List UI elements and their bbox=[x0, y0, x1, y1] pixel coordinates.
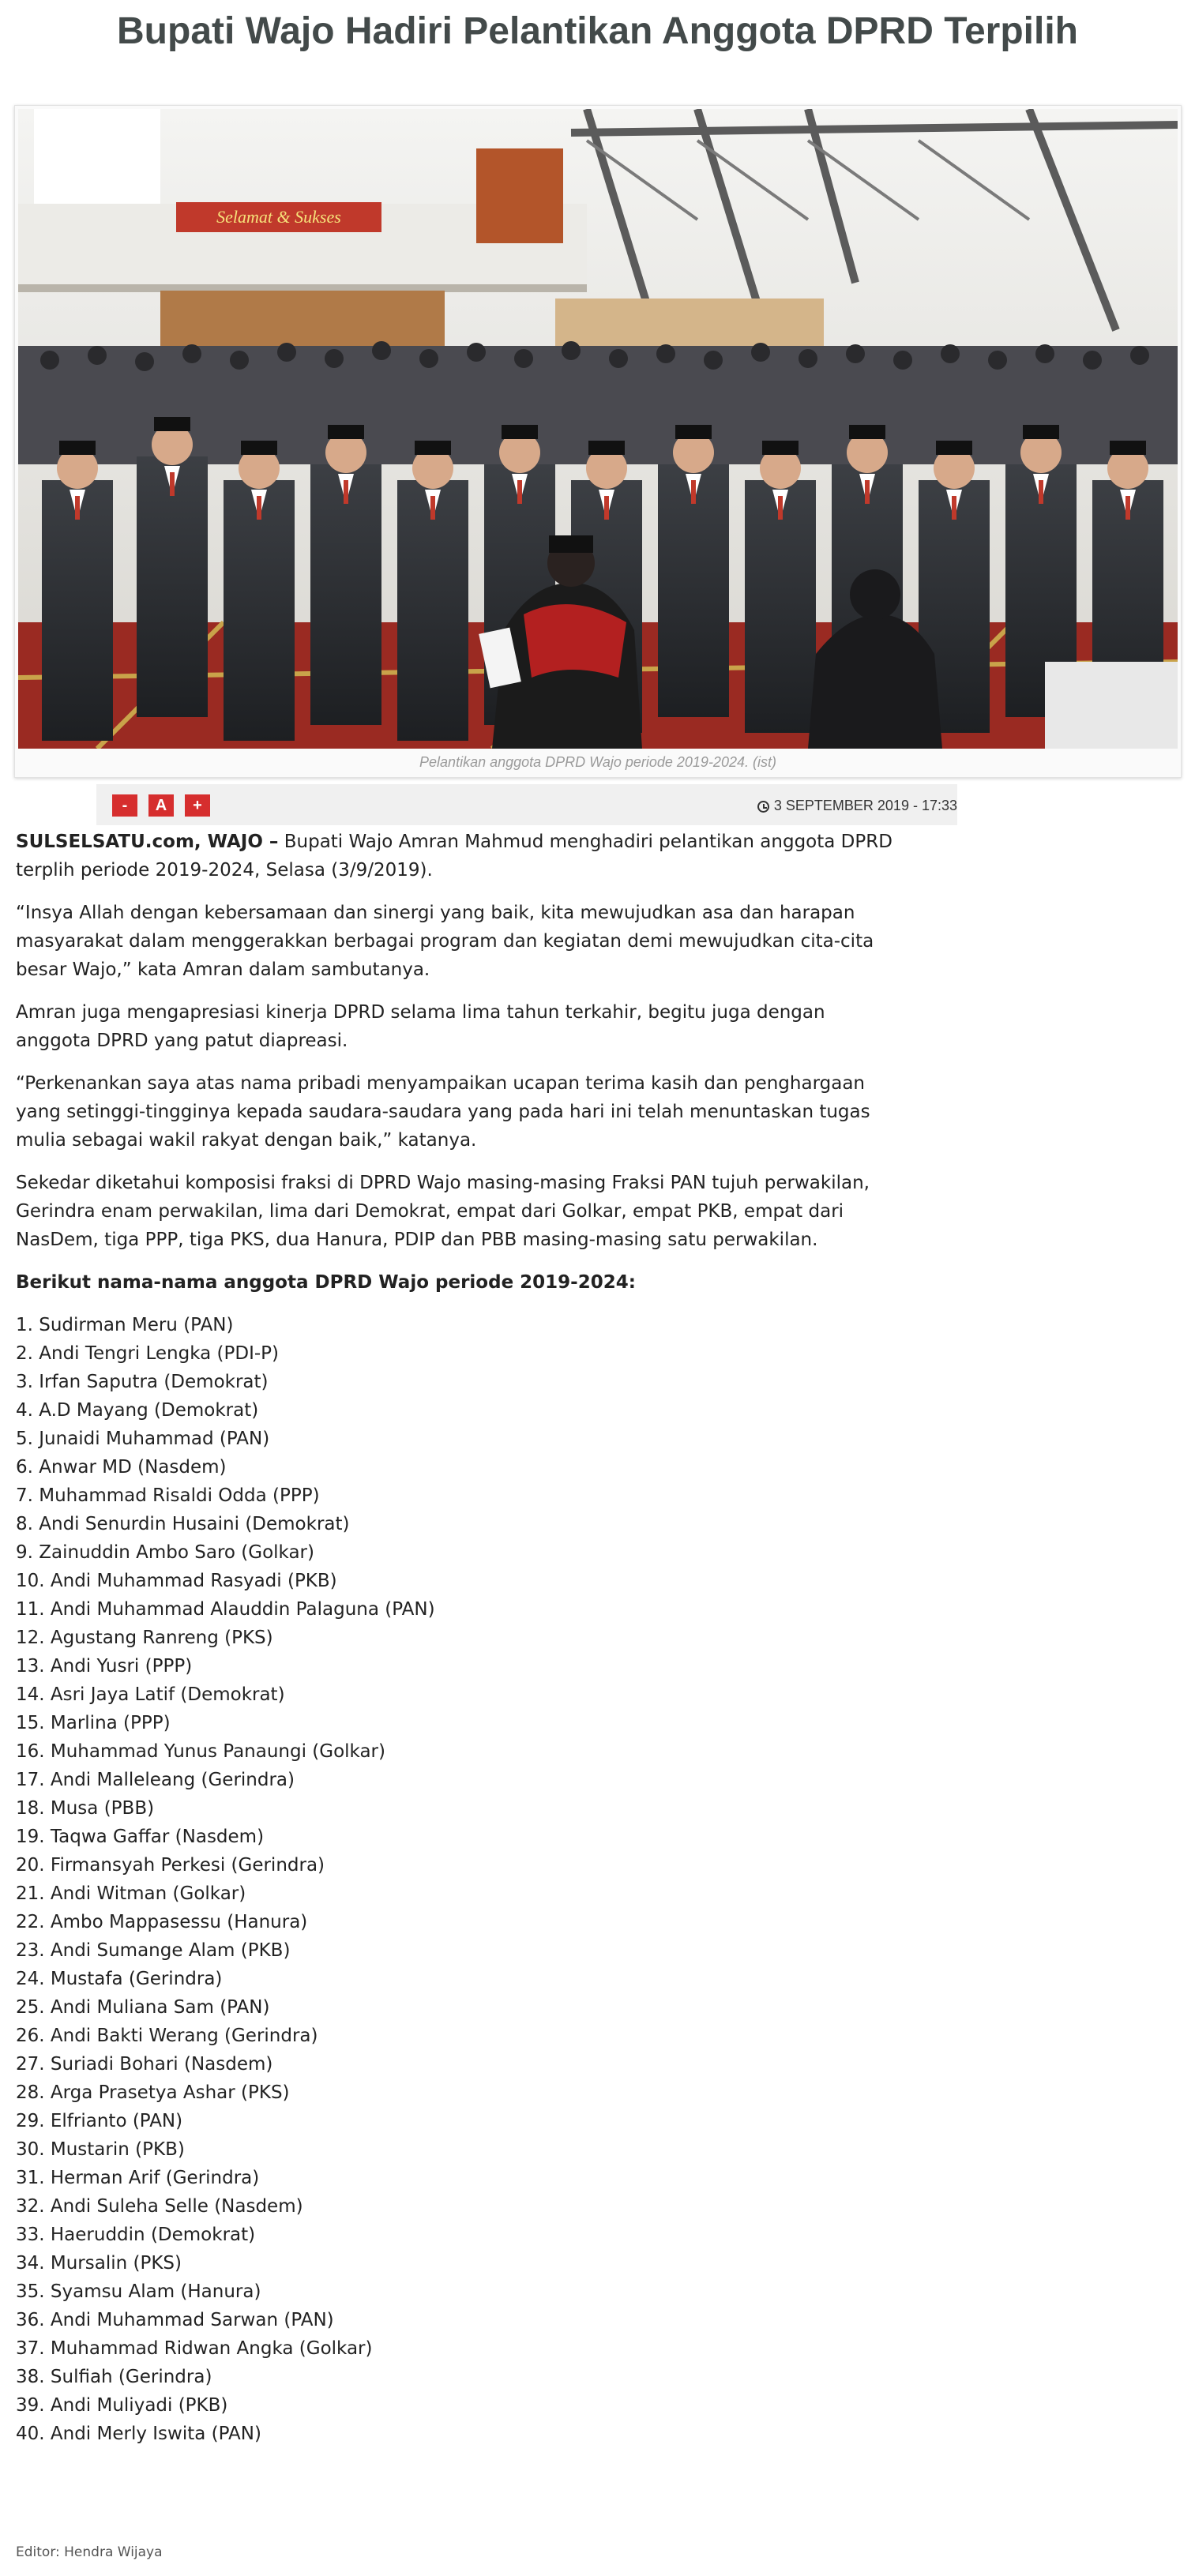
decrease-font-button[interactable]: - bbox=[112, 794, 137, 817]
member-item: 19. Taqwa Gaffar (Nasdem) bbox=[16, 1827, 265, 1847]
member-item: 21. Andi Witman (Golkar) bbox=[16, 1883, 246, 1904]
editor-credit: Editor: Hendra Wijaya bbox=[16, 2544, 163, 2560]
photo-caption: Pelantikan anggota DPRD Wajo periode 2019-2024. (ist) bbox=[419, 754, 776, 770]
member-item: 15. Marlina (PPP) bbox=[16, 1713, 171, 1733]
article-photo bbox=[14, 105, 1182, 778]
member-item: 10. Andi Muhammad Rasyadi (PKB) bbox=[16, 1571, 337, 1591]
member-item: 12. Agustang Ranreng (PKS) bbox=[16, 1628, 273, 1648]
member-item: 31. Herman Arif (Gerindra) bbox=[16, 2168, 260, 2188]
member-item: 23. Andi Sumange Alam (PKB) bbox=[16, 1940, 291, 1961]
lead-text: Bupati Wajo Amran Mahmud menghadiri pelantikan anggota DPRD terplih periode 2019-2024, Selasa (3/9/2019). bbox=[16, 832, 892, 881]
member-item: 27. Suriadi Bohari (Nasdem) bbox=[16, 2054, 273, 2075]
member-item: 25. Andi Muliana Sam (PAN) bbox=[16, 1997, 270, 2018]
member-item: 2. Andi Tengri Lengka (PDI-P) bbox=[16, 1343, 280, 1364]
lead-paragraph bbox=[16, 828, 900, 884]
photo-image bbox=[18, 109, 1178, 749]
member-item: 36. Andi Muhammad Sarwan (PAN) bbox=[16, 2310, 334, 2330]
article-body bbox=[16, 828, 900, 2448]
publish-date-text: 3 SEPTEMBER 2019 - 17:33 bbox=[773, 798, 957, 813]
members-list bbox=[16, 1311, 900, 2448]
paragraph-quote-1: “Insya Allah dengan kebersamaan dan sinergi yang baik, kita mewujudkan asa dan harapan masyarakat dalam menggerakkan berbagai program dan kegiatan demi mewujudkan cita-cita besar Wajo,” kata Amran dalam sambutanya. bbox=[16, 903, 874, 980]
member-item: 35. Syamsu Alam (Hanura) bbox=[16, 2281, 261, 2302]
dateline: SULSELSATU.com, WAJO – bbox=[16, 832, 279, 852]
member-item: 3. Irfan Saputra (Demokrat) bbox=[16, 1372, 269, 1392]
member-item: 22. Ambo Mappasessu (Hanura) bbox=[16, 1912, 308, 1932]
member-item: 6. Anwar MD (Nasdem) bbox=[16, 1457, 227, 1478]
clock-icon bbox=[757, 801, 769, 813]
publish-date bbox=[757, 794, 957, 817]
member-item: 11. Andi Muhammad Alauddin Palaguna (PAN) bbox=[16, 1599, 435, 1620]
member-item: 9. Zainuddin Ambo Saro (Golkar) bbox=[16, 1542, 314, 1563]
paragraph-quote-2: “Perkenankan saya atas nama pribadi menyampaikan ucapan terima kasih dan penghargaan yang setinggi-tingginya kepada saudara-saudara yang pada hari ini telah menuntaskan tugas mulia sebagai wakil rakyat dengan baik,” katanya. bbox=[16, 1073, 870, 1151]
members-list-heading: Berikut nama-nama anggota DPRD Wajo periode 2019-2024: bbox=[16, 1272, 636, 1293]
reset-font-button[interactable]: A bbox=[148, 794, 174, 817]
member-item: 24. Mustafa (Gerindra) bbox=[16, 1969, 223, 1989]
member-item: 16. Muhammad Yunus Panaungi (Golkar) bbox=[16, 1741, 385, 1762]
increase-font-button[interactable]: + bbox=[185, 794, 210, 817]
member-item: 39. Andi Muliyadi (PKB) bbox=[16, 2395, 228, 2416]
member-item: 30. Mustarin (PKB) bbox=[16, 2139, 185, 2160]
member-item: 37. Muhammad Ridwan Angka (Golkar) bbox=[16, 2338, 373, 2359]
article-title: Bupati Wajo Hadiri Pelantikan Anggota DPRD Terpilih bbox=[117, 10, 1078, 52]
member-item: 28. Arga Prasetya Ashar (PKS) bbox=[16, 2082, 290, 2103]
member-item: 34. Mursalin (PKS) bbox=[16, 2253, 182, 2274]
member-item: 1. Sudirman Meru (PAN) bbox=[16, 1315, 234, 1335]
member-item: 5. Junaidi Muhammad (PAN) bbox=[16, 1429, 270, 1449]
member-item: 8. Andi Senurdin Husaini (Demokrat) bbox=[16, 1514, 350, 1534]
member-item: 29. Elfrianto (PAN) bbox=[16, 2111, 183, 2131]
member-item: 17. Andi Malleleang (Gerindra) bbox=[16, 1770, 295, 1790]
member-item: 18. Musa (PBB) bbox=[16, 1798, 155, 1819]
member-item: 7. Muhammad Risaldi Odda (PPP) bbox=[16, 1485, 320, 1506]
member-item: 13. Andi Yusri (PPP) bbox=[16, 1656, 193, 1677]
member-item: 38. Sulfiah (Gerindra) bbox=[16, 2367, 212, 2387]
article-toolbar bbox=[96, 784, 957, 825]
member-item: 4. A.D Mayang (Demokrat) bbox=[16, 1400, 259, 1421]
member-item: 32. Andi Suleha Selle (Nasdem) bbox=[16, 2196, 303, 2217]
photo-banner-text: Selamat & Sukses bbox=[216, 207, 341, 227]
member-item: 33. Haeruddin (Demokrat) bbox=[16, 2225, 256, 2245]
member-item: 14. Asri Jaya Latif (Demokrat) bbox=[16, 1684, 285, 1705]
paragraph-appreciation: Amran juga mengapresiasi kinerja DPRD selama lima tahun terkahir, begitu juga dengan anggota DPRD yang patut diapreasi. bbox=[16, 1002, 825, 1051]
member-item: 40. Andi Merly Iswita (PAN) bbox=[16, 2424, 261, 2444]
member-item: 20. Firmansyah Perkesi (Gerindra) bbox=[16, 1855, 325, 1876]
paragraph-composition: Sekedar diketahui komposisi fraksi di DPRD Wajo masing-masing Fraksi PAN tujuh perwakilan, Gerindra enam perwakilan, lima dari Demokrat, empat dari Golkar, empat PKB, empat dari NasDem, tiga PPP, tiga PKS, dua Hanura, PDIP dan PBB masing-masing satu perwakilan. bbox=[16, 1173, 870, 1250]
member-item: 26. Andi Bakti Werang (Gerindra) bbox=[16, 2026, 318, 2046]
